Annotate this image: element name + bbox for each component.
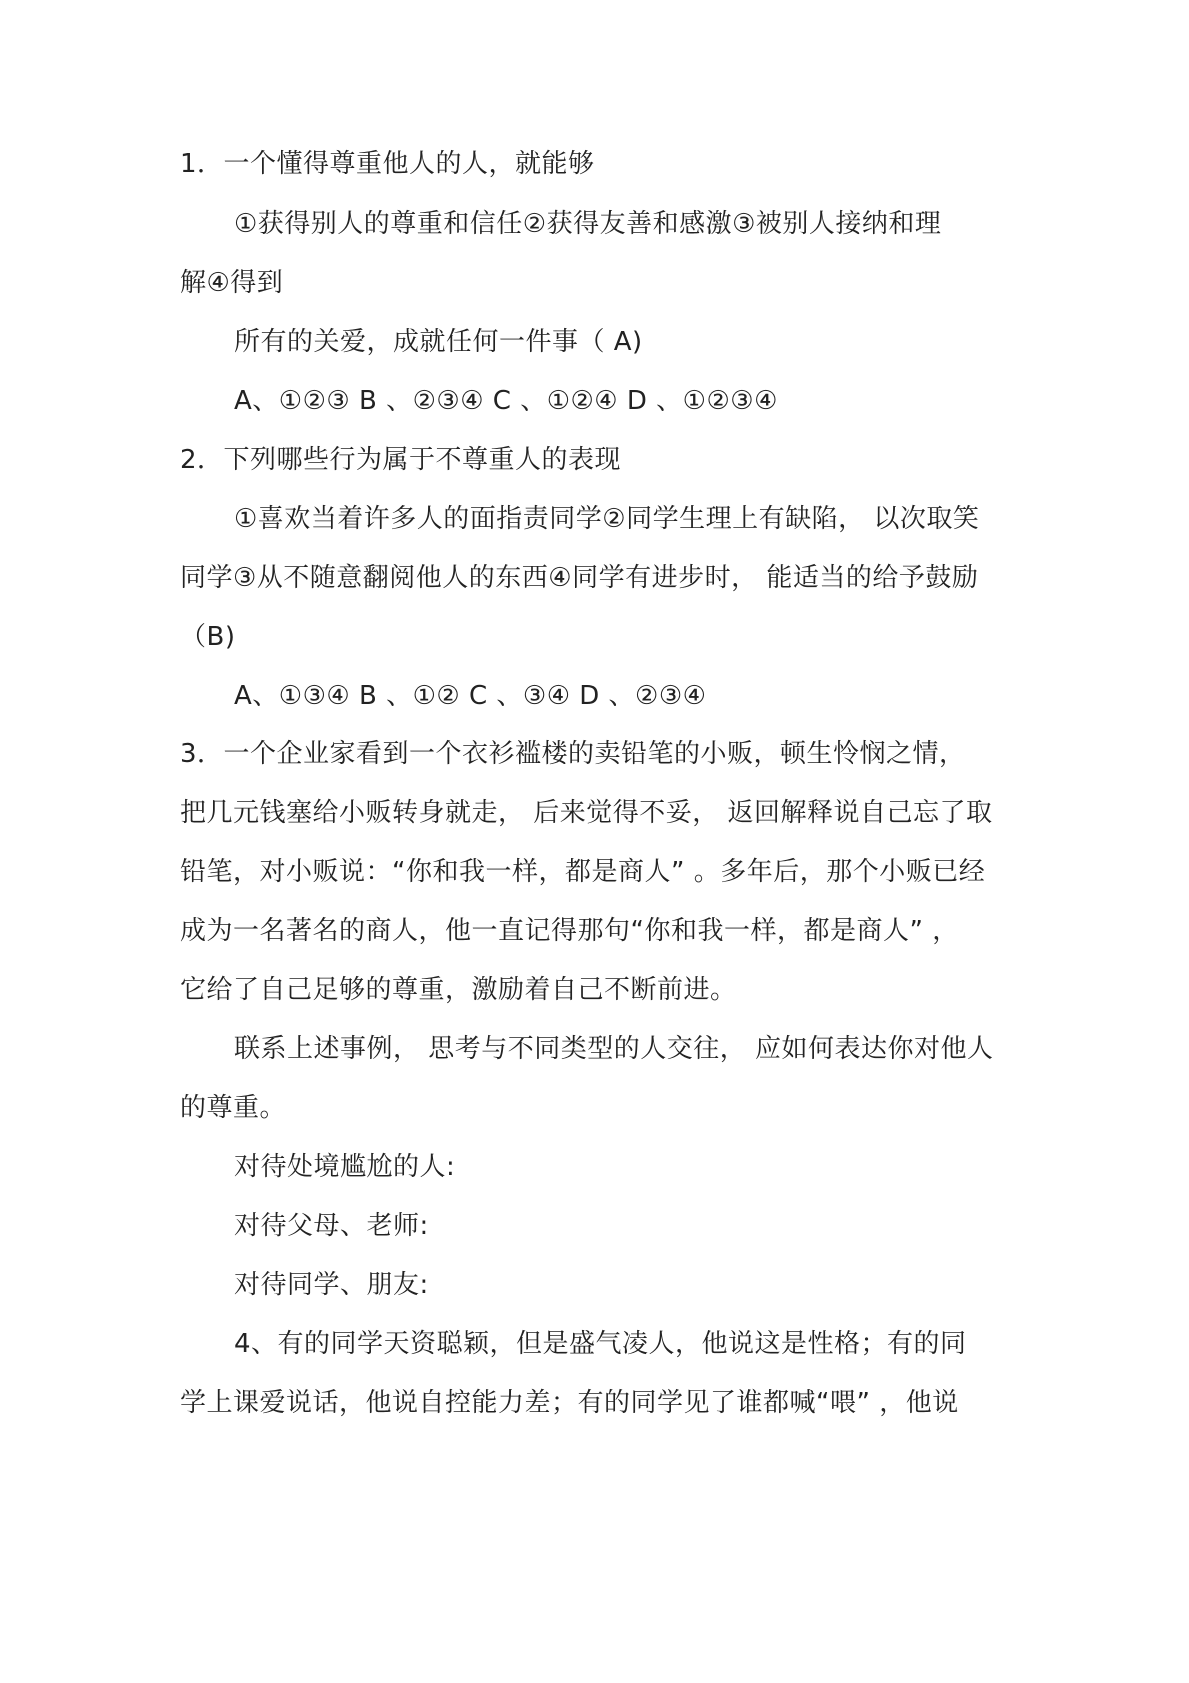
q3-paragraph-line-2: 把几元钱塞给小贩转身就走， 后来觉得不妥， 返回解释说自己忘了取 bbox=[180, 798, 993, 828]
q3-prompt-line-2: 的尊重。 bbox=[180, 1093, 287, 1123]
q3-item-parents-teachers: 对待父母、老师: bbox=[234, 1211, 429, 1241]
q3-item-classmates-friends: 对待同学、朋友: bbox=[234, 1270, 429, 1300]
q4-paragraph-line-1: 4、有的同学天资聪颖，但是盛气凌人，他说这是性格；有的同 bbox=[234, 1329, 967, 1359]
q4-paragraph-line-2: 学上课爱说话，他说自控能力差；有的同学见了谁都喊“喂” ，他说 bbox=[180, 1388, 959, 1418]
q3-paragraph-line-4: 成为一名著名的商人，他一直记得那句“你和我一样，都是商人” ， bbox=[180, 916, 959, 946]
q2-choices: A、①③④ B 、①② C 、③④ D 、②③④ bbox=[234, 681, 707, 711]
q2-answer: （B) bbox=[180, 622, 236, 652]
q3-item-embarrassed: 对待处境尴尬的人: bbox=[234, 1152, 456, 1182]
q3-paragraph-line-3: 铅笔，对小贩说：“你和我一样，都是商人” 。多年后，那个小贩已经 bbox=[180, 857, 986, 887]
q1-choices: A、①②③ B 、②③④ C 、①②④ D 、①②③④ bbox=[234, 386, 778, 416]
q3-prompt-line-1: 联系上述事例， 思考与不同类型的人交往， 应如何表达你对他人 bbox=[234, 1034, 994, 1064]
q1-stem: 1．一个懂得尊重他人的人，就能够 bbox=[180, 149, 595, 179]
q3-paragraph-line-1: 3．一个企业家看到一个衣衫褴楼的卖铅笔的小贩，顿生怜悯之情， bbox=[180, 739, 966, 769]
q2-options-line-2: 同学③从不随意翻阅他人的东西④同学有进步时， 能适当的给予鼓励 bbox=[180, 563, 979, 593]
q1-question-answer: 所有的关爱，成就任何一件事（ A) bbox=[234, 327, 643, 357]
q3-paragraph-line-5: 它给了自己足够的尊重，激励着自己不断前进。 bbox=[180, 975, 737, 1005]
q2-stem: 2．下列哪些行为属于不尊重人的表现 bbox=[180, 445, 622, 475]
q1-options-line-1: ①获得别人的尊重和信任②获得友善和感激③被别人接纳和理 bbox=[234, 209, 942, 239]
q1-options-line-2: 解④得到 bbox=[180, 268, 284, 298]
q2-options-line-1: ①喜欢当着许多人的面指责同学②同学生理上有缺陷， 以次取笑 bbox=[234, 504, 980, 534]
